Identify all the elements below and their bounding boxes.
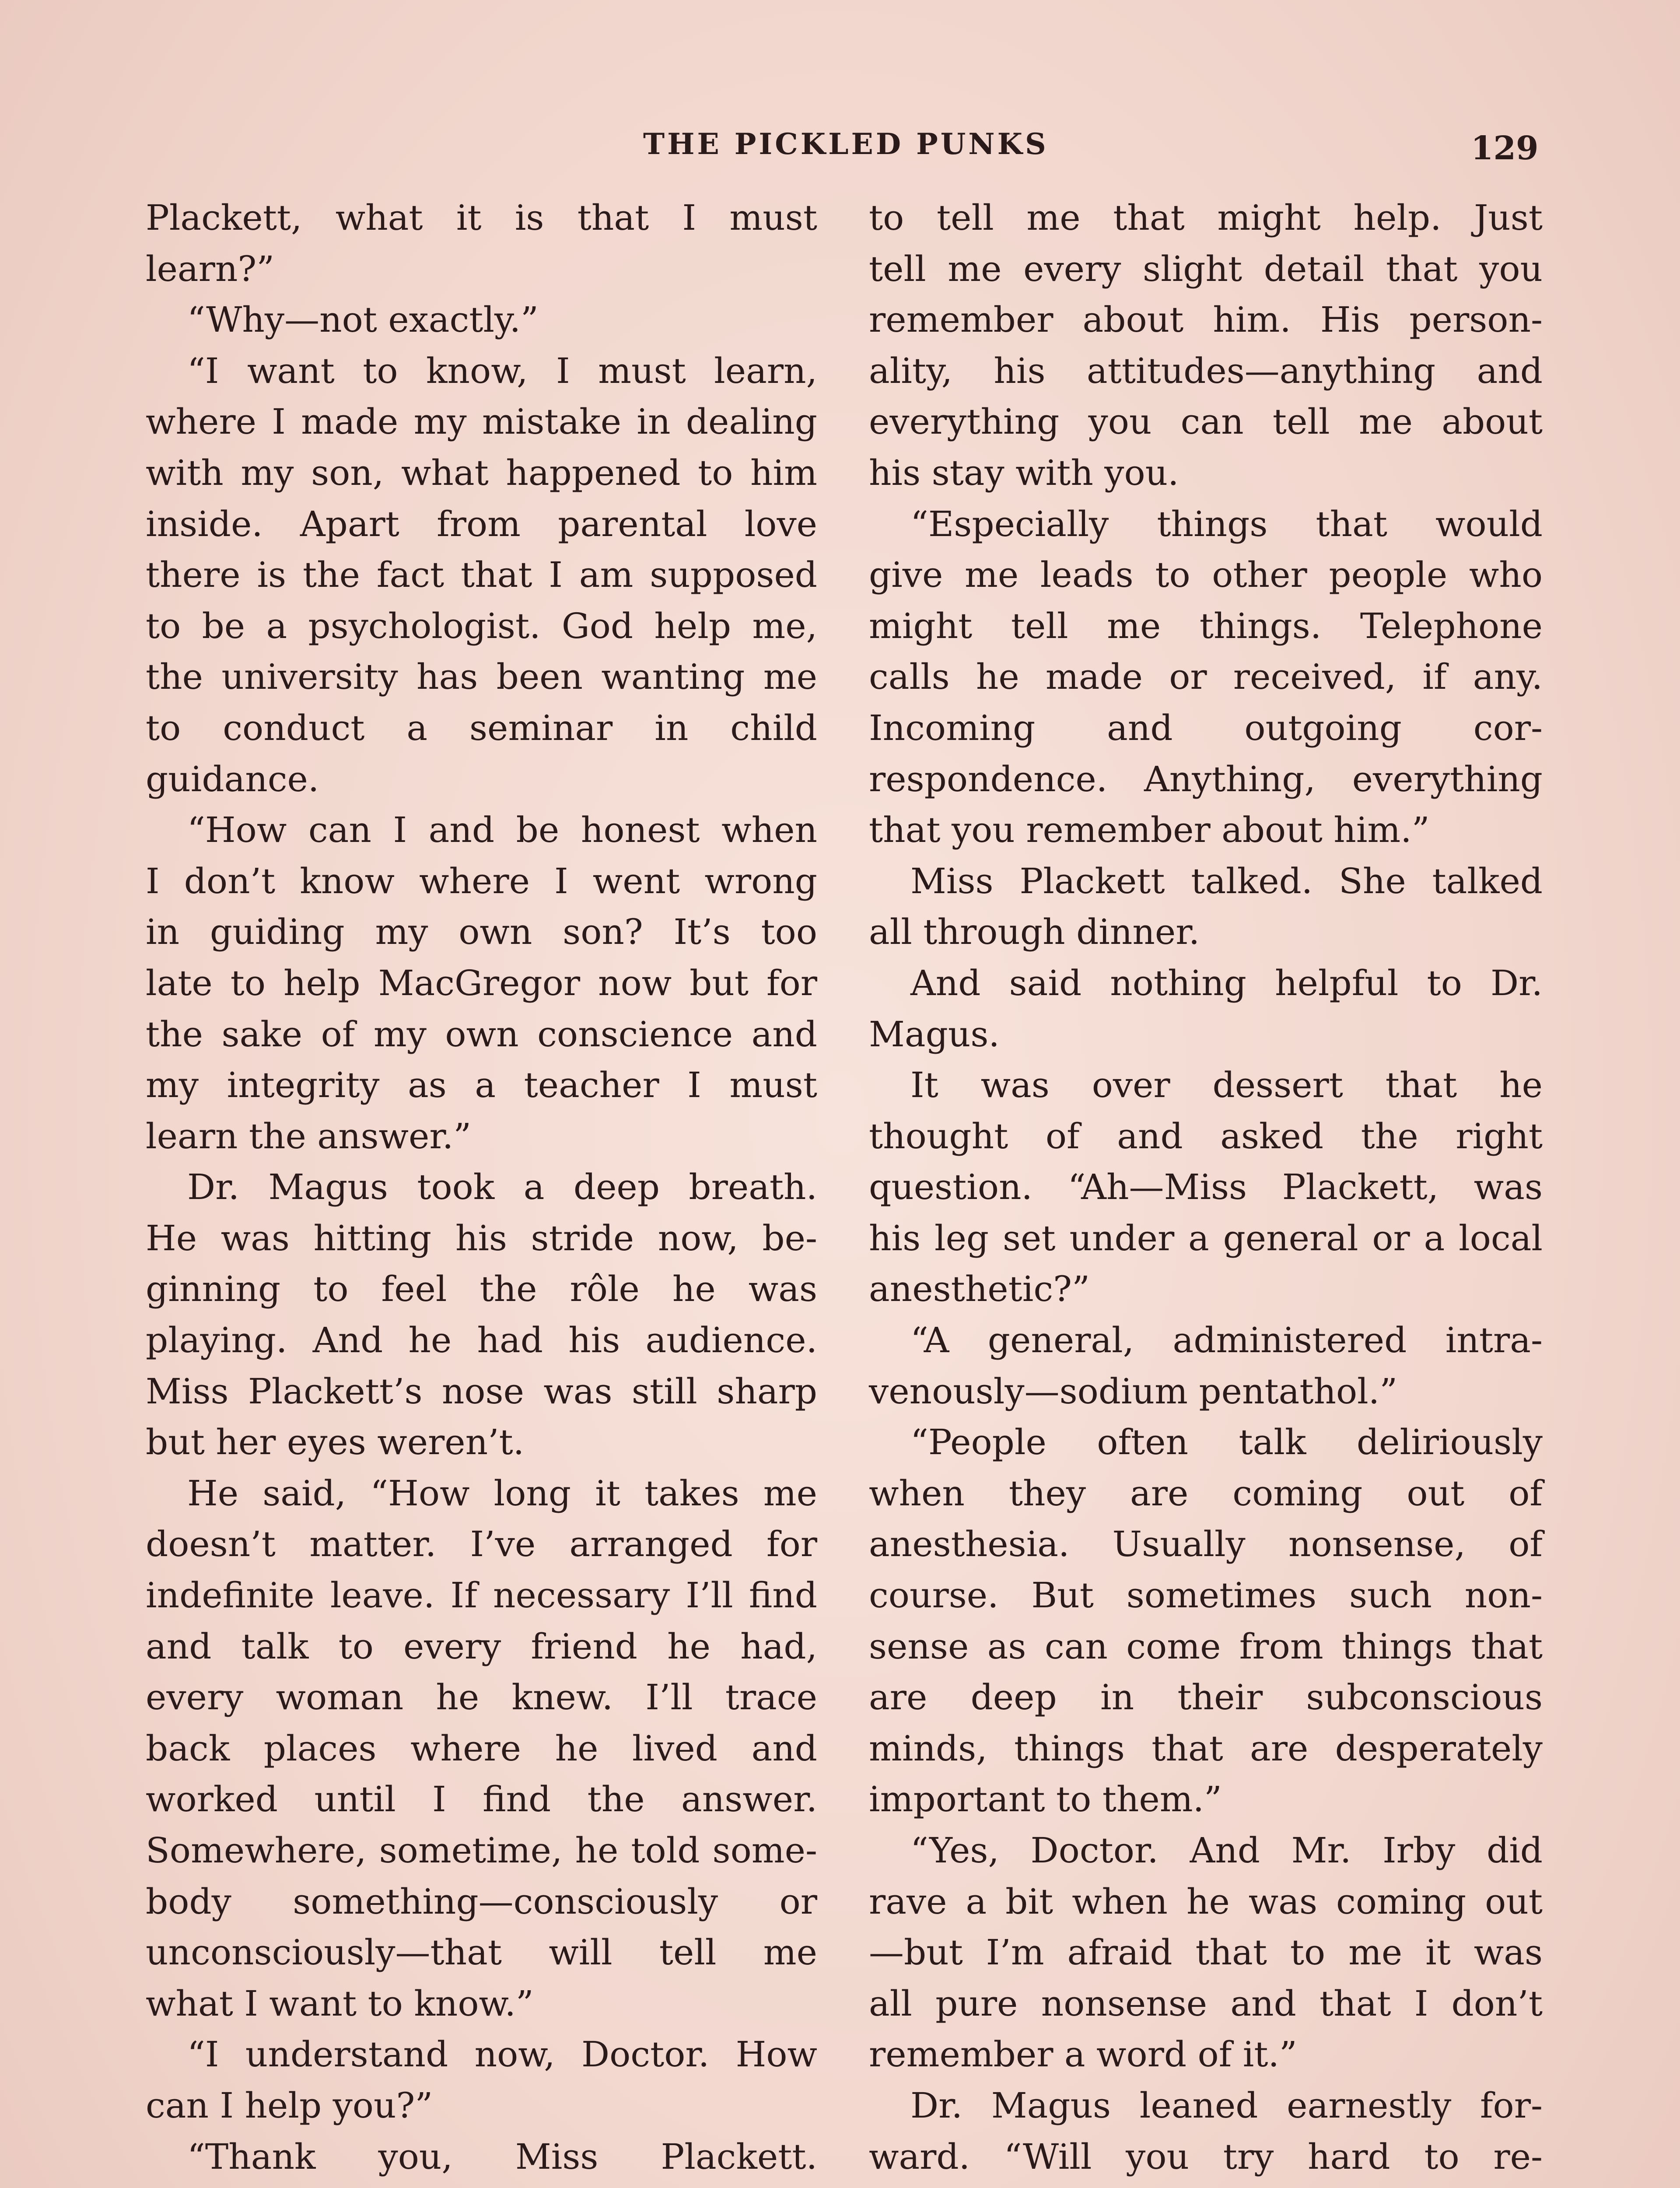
text-run: to tell me that might help. Just bbox=[869, 197, 1543, 238]
text-line bbox=[869, 1162, 1543, 1213]
text-line bbox=[869, 1468, 1543, 1519]
text-run: tell me every slight detail that you bbox=[869, 248, 1543, 289]
text-line bbox=[146, 754, 817, 805]
text-line bbox=[146, 346, 817, 397]
text-run: It was over dessert that he bbox=[910, 1065, 1543, 1106]
text-line bbox=[869, 1009, 1543, 1060]
text-line bbox=[146, 856, 817, 907]
text-line bbox=[146, 1621, 817, 1673]
text-run: “Yes, Doctor. And Mr. Irby did bbox=[910, 1830, 1543, 1871]
text-line bbox=[146, 907, 817, 958]
text-line bbox=[146, 1162, 817, 1213]
text-line bbox=[869, 958, 1543, 1009]
text-run: the sake of my own conscience and bbox=[146, 1013, 817, 1055]
text-line bbox=[869, 2029, 1543, 2080]
text-run: “A general, administered intra- bbox=[910, 1320, 1543, 1361]
text-run: body something—consciously or bbox=[146, 1881, 817, 1922]
text-line bbox=[146, 1978, 817, 2030]
text-line bbox=[869, 1315, 1543, 1366]
text-run: “Thank you, Miss Plackett. bbox=[187, 2136, 817, 2177]
text-run: the university has been wanting me bbox=[146, 656, 817, 698]
left-text-column bbox=[146, 193, 817, 2188]
text-run: course. But sometimes such non- bbox=[869, 1575, 1543, 1616]
text-line bbox=[146, 244, 817, 295]
text-line bbox=[869, 499, 1543, 550]
text-line bbox=[146, 550, 817, 601]
text-run: to be a psychologist. God help me, bbox=[146, 605, 817, 646]
text-line bbox=[869, 550, 1543, 601]
text-line bbox=[869, 1519, 1543, 1570]
text-run: in guiding my own son? It’s too bbox=[146, 912, 817, 953]
text-line bbox=[869, 601, 1543, 652]
right-text-column bbox=[869, 193, 1543, 2188]
text-line bbox=[869, 1825, 1543, 1876]
text-line bbox=[146, 601, 817, 652]
page-number: 129 bbox=[1471, 130, 1539, 167]
text-run: unconsciously—that will tell me bbox=[146, 1932, 817, 1973]
text-run: —but I’m afraid that to me it was bbox=[869, 1932, 1543, 1973]
text-line bbox=[146, 1672, 817, 1723]
text-run: rave a bit when he was coming out bbox=[869, 1881, 1543, 1922]
text-line bbox=[869, 2182, 1543, 2188]
text-run: “Why—not exactly.” bbox=[187, 299, 539, 340]
text-run: ality, his attitudes—anything and bbox=[869, 350, 1543, 391]
text-line bbox=[869, 805, 1543, 856]
text-line bbox=[146, 1417, 817, 1468]
text-run: might tell me things. Telephone bbox=[869, 605, 1543, 646]
text-run: are deep in their subconscious bbox=[869, 1677, 1543, 1718]
text-run: venously—sodium pentathol.” bbox=[869, 1371, 1398, 1412]
text-line bbox=[869, 2132, 1543, 2183]
text-run: when they are coming out of bbox=[869, 1473, 1543, 1514]
text-line bbox=[146, 193, 817, 244]
text-run: with my son, what happened to him bbox=[146, 452, 817, 493]
text-line bbox=[146, 2182, 817, 2188]
text-run: back places where he lived and bbox=[146, 1728, 817, 1769]
text-line bbox=[146, 1927, 817, 1978]
text-run: worked until I find the answer. bbox=[146, 1779, 817, 1820]
text-line bbox=[869, 1927, 1543, 1978]
text-run: minds, things that are desperately bbox=[869, 1728, 1543, 1769]
text-run: everything you can tell me about bbox=[869, 401, 1543, 442]
text-line bbox=[146, 805, 817, 856]
text-run: And said nothing helpful to Dr. bbox=[910, 962, 1543, 1003]
text-run: his leg set under a general or a local bbox=[869, 1217, 1543, 1259]
text-run: my integrity as a teacher I must bbox=[146, 1065, 817, 1106]
text-run: all pure nonsense and that I don’t bbox=[869, 1983, 1543, 2024]
text-line bbox=[146, 1774, 817, 1825]
text-line bbox=[146, 396, 817, 448]
text-run: ward. “Will you try hard to re- bbox=[869, 2136, 1543, 2177]
text-run: Miss Plackett talked. She talked bbox=[910, 860, 1543, 901]
text-line bbox=[146, 1519, 817, 1570]
text-run: important to them.” bbox=[869, 1779, 1222, 1820]
text-run: remember about him. His person- bbox=[869, 299, 1543, 340]
text-run: indefinite leave. If necessary I’ll find bbox=[146, 1575, 817, 1616]
text-line bbox=[146, 1264, 817, 1315]
text-line bbox=[146, 958, 817, 1009]
text-run: inside. Apart from parental love bbox=[146, 503, 817, 544]
text-run: Dr. Magus leaned earnestly for- bbox=[910, 2085, 1543, 2126]
text-run: calls he made or received, if any. bbox=[869, 656, 1543, 698]
text-run: “I understand now, Doctor. How bbox=[187, 2034, 817, 2075]
text-run: thought of and asked the right bbox=[869, 1115, 1543, 1157]
text-line bbox=[146, 1876, 817, 1928]
text-run: Somewhere, sometime, he told some- bbox=[146, 1830, 817, 1871]
text-run: guidance. bbox=[146, 758, 319, 799]
text-line bbox=[869, 1417, 1543, 1468]
text-line bbox=[869, 1111, 1543, 1162]
text-run: Incoming and outgoing cor- bbox=[869, 707, 1543, 748]
text-line bbox=[146, 448, 817, 499]
text-run: what I want to know.” bbox=[146, 1983, 534, 2024]
text-line bbox=[146, 1009, 817, 1060]
text-line bbox=[869, 652, 1543, 703]
text-run: Magus. bbox=[869, 1013, 1000, 1055]
text-line bbox=[869, 1060, 1543, 1111]
text-run: sense as can come from things that bbox=[869, 1626, 1543, 1667]
text-line bbox=[146, 1111, 817, 1162]
text-run: “I want to know, I must learn, bbox=[187, 350, 817, 391]
text-run: anesthesia. Usually nonsense, of bbox=[869, 1524, 1543, 1565]
text-line bbox=[869, 1264, 1543, 1315]
text-run: question. “Ah—Miss Plackett, was bbox=[869, 1167, 1543, 1208]
text-run: Miss Plackett’s nose was still sharp bbox=[146, 1371, 817, 1412]
text-line bbox=[146, 1825, 817, 1876]
text-run: all through dinner. bbox=[869, 912, 1200, 953]
text-run: where I made my mistake in dealing bbox=[146, 401, 817, 442]
text-line bbox=[146, 1060, 817, 1111]
text-line bbox=[869, 907, 1543, 958]
text-line bbox=[869, 1672, 1543, 1723]
text-line bbox=[869, 1621, 1543, 1673]
text-line bbox=[146, 1570, 817, 1621]
text-line bbox=[146, 1366, 817, 1417]
text-line bbox=[146, 499, 817, 550]
text-run: anesthetic?” bbox=[869, 1269, 1090, 1310]
text-line bbox=[869, 754, 1543, 805]
text-run: can I help you?” bbox=[146, 2085, 433, 2126]
text-run: He said, “How long it takes me bbox=[187, 1473, 817, 1514]
text-run: respondence. Anything, everything bbox=[869, 758, 1543, 799]
text-line bbox=[869, 1774, 1543, 1825]
text-run: “Especially things that would bbox=[910, 503, 1543, 544]
text-run: every woman he knew. I’ll trace bbox=[146, 1677, 817, 1718]
text-run: but her eyes weren’t. bbox=[146, 1422, 525, 1463]
text-run: playing. And he had his audience. bbox=[146, 1320, 817, 1361]
text-line bbox=[869, 1876, 1543, 1928]
text-run: doesn’t matter. I’ve arranged for bbox=[146, 1524, 817, 1565]
text-run: Dr. Magus took a deep breath. bbox=[187, 1167, 817, 1208]
text-line bbox=[869, 856, 1543, 907]
text-run: “How can I and be honest when bbox=[187, 810, 817, 851]
text-run: late to help MacGregor now but for bbox=[146, 962, 817, 1003]
text-line bbox=[869, 193, 1543, 244]
text-run: there is the fact that I am supposed bbox=[146, 554, 817, 596]
text-run: that you remember about him.” bbox=[869, 810, 1430, 851]
text-line bbox=[869, 1978, 1543, 2030]
text-run: remember a word of it.” bbox=[869, 2034, 1297, 2075]
text-line bbox=[869, 448, 1543, 499]
text-line bbox=[146, 2029, 817, 2080]
text-line bbox=[146, 2132, 817, 2183]
text-line bbox=[869, 1366, 1543, 1417]
text-line bbox=[146, 703, 817, 754]
text-run: I don’t know where I went wrong bbox=[146, 860, 817, 901]
text-line bbox=[146, 652, 817, 703]
text-line bbox=[146, 1723, 817, 1774]
text-line bbox=[869, 1570, 1543, 1621]
text-line bbox=[869, 244, 1543, 295]
text-line bbox=[146, 1468, 817, 1519]
text-run: give me leads to other people who bbox=[869, 554, 1543, 596]
text-line bbox=[869, 2080, 1543, 2132]
text-line bbox=[146, 1213, 817, 1264]
text-run: to conduct a seminar in child bbox=[146, 707, 817, 748]
text-line bbox=[869, 703, 1543, 754]
text-line bbox=[869, 396, 1543, 448]
text-run: learn the answer.” bbox=[146, 1115, 472, 1157]
text-line bbox=[869, 1723, 1543, 1774]
text-run: Plackett, what it is that I must bbox=[146, 197, 817, 238]
running-title: THE PICKLED PUNKS bbox=[643, 127, 1049, 161]
text-run: his stay with you. bbox=[869, 452, 1179, 493]
text-run: learn?” bbox=[146, 248, 275, 289]
text-run: and talk to every friend he had, bbox=[146, 1626, 817, 1667]
text-run: He was hitting his stride now, be- bbox=[146, 1217, 817, 1259]
text-line bbox=[146, 2080, 817, 2132]
text-run: ginning to feel the rôle he was bbox=[146, 1269, 817, 1310]
text-run: “People often talk deliriously bbox=[910, 1422, 1543, 1463]
text-line bbox=[869, 1213, 1543, 1264]
text-line bbox=[869, 346, 1543, 397]
text-line bbox=[146, 1315, 817, 1366]
text-line bbox=[869, 295, 1543, 346]
text-line bbox=[146, 295, 817, 346]
